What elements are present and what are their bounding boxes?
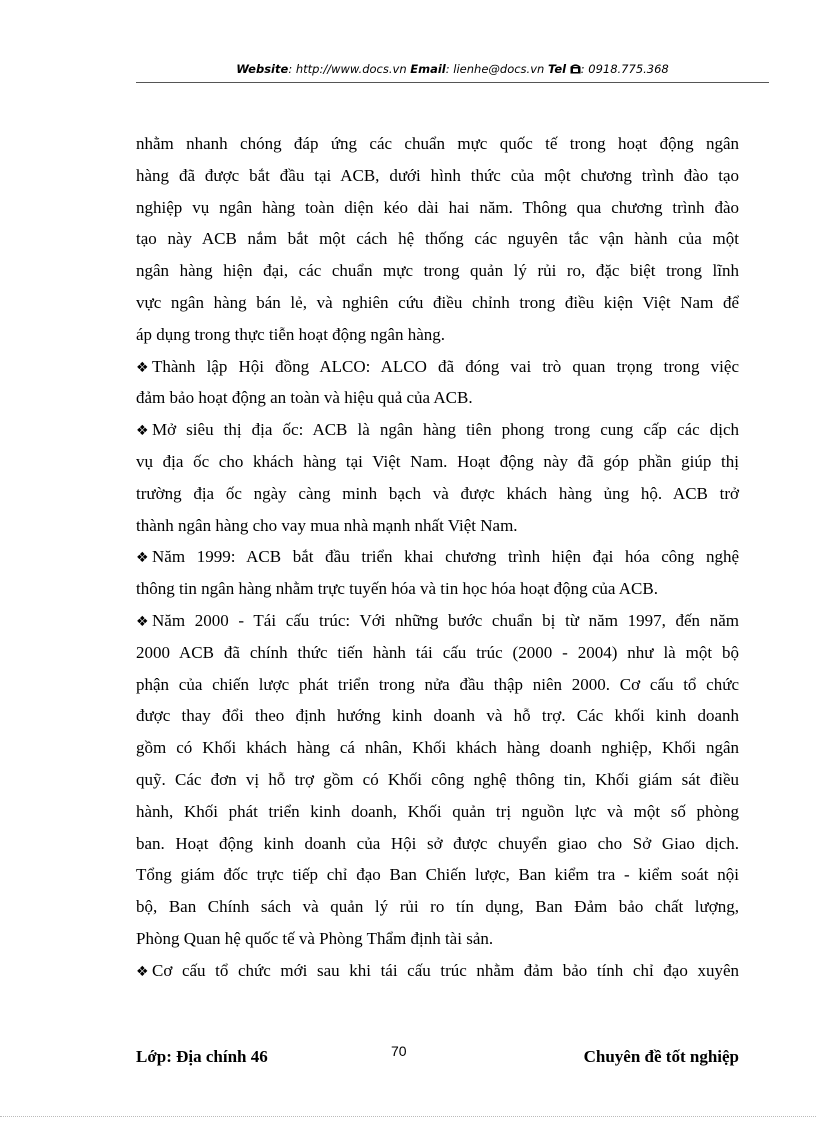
phone-icon	[570, 63, 581, 73]
line-text: Thành lập Hội đồng ALCO: ALCO đã đóng vai trò quan trọng trong việc	[152, 356, 739, 376]
bullet-diamond-icon: ❖	[136, 359, 149, 376]
bullet-diamond-icon: ❖	[136, 963, 149, 980]
text-line	[136, 382, 739, 414]
line-text: quỹ. Các đơn vị hỗ trợ gồm có Khối công nghệ thông tin, Khối giám sát điều	[136, 769, 739, 789]
line-text: Năm 1999: ACB bắt đầu triển khai chương trình hiện đại hóa công nghệ	[152, 547, 739, 567]
line-text: bộ, Ban Chính sách và quản lý rủi ro tín dụng, Ban Đảm bảo chất lượng,	[136, 897, 739, 917]
line-text: được thay đổi theo định hướng kinh doanh và hỗ trợ. Các khối kinh doanh	[136, 706, 739, 726]
line-text: đảm bảo hoạt động an toàn và hiệu quả của ACB.	[136, 388, 473, 408]
line-text: phận của chiến lược phát triển trong nửa đầu thập niên 2000. Cơ cấu tổ chức	[136, 674, 739, 694]
text-line	[136, 669, 739, 701]
tel-label: Tel	[547, 62, 567, 76]
text-line	[136, 478, 739, 510]
bullet-paragraph	[136, 414, 739, 541]
page-header	[136, 62, 769, 82]
line-text: hành, Khối phát triển kinh doanh, Khối quản trị nguồn lực và một số phòng	[136, 801, 739, 821]
text-line	[136, 223, 739, 255]
text-line	[136, 351, 739, 383]
line-text: hàng đã được bắt đầu tại ACB, dưới hình thức của một chương trình đào tạo	[136, 165, 739, 185]
body-text	[136, 128, 739, 987]
bullet-paragraph	[136, 955, 739, 987]
text-line	[136, 510, 739, 542]
bullet-diamond-icon: ❖	[136, 613, 149, 630]
line-text: áp dụng trong thực tiễn hoạt động ngân hàng.	[136, 324, 446, 344]
text-line	[136, 891, 739, 923]
text-line	[136, 446, 739, 478]
website-label: Website	[236, 62, 289, 76]
bullet-paragraph	[136, 351, 739, 415]
line-text: thành ngân hàng cho vay mua nhà mạnh nhất Việt Nam.	[136, 515, 518, 535]
line-text: vụ địa ốc cho khách hàng tại Việt Nam. Hoạt động này đã góp phần giúp thị	[136, 451, 739, 471]
email-label: Email	[410, 62, 446, 76]
text-line	[136, 700, 739, 732]
text-line	[136, 573, 739, 605]
text-line	[136, 605, 739, 637]
text-line	[136, 128, 739, 160]
line-text: gồm có Khối khách hàng cá nhân, Khối khách hàng doanh nghiệp, Khối ngân	[136, 738, 739, 758]
bullet-diamond-icon: ❖	[136, 550, 149, 567]
footer-class-label: Lớp: Địa chính 46	[136, 1047, 268, 1066]
text-line	[136, 255, 739, 287]
line-text: tạo này ACB nắm bắt một cách hệ thống các nguyên tắc vận hành của một	[136, 229, 739, 249]
line-text: Tổng giám đốc trực tiếp chỉ đạo Ban Chiến lược, Ban kiểm tra - kiểm soát nội	[136, 865, 739, 885]
page-number: 70	[391, 1043, 407, 1059]
line-text: vực ngân hàng bán lẻ, và nghiên cứu điều chỉnh trong điều kiện Việt Nam để	[136, 292, 739, 312]
page-bottom-border	[0, 1116, 816, 1117]
text-line	[136, 319, 739, 351]
text-line	[136, 859, 739, 891]
line-text: Phòng Quan hệ quốc tế và Phòng Thẩm định tài sản.	[136, 928, 494, 948]
text-line	[136, 637, 739, 669]
text-line	[136, 414, 739, 446]
text-line	[136, 955, 739, 987]
line-text: ban. Hoạt động kinh doanh của Hội sở được chuyển giao cho Sở Giao dịch.	[136, 833, 739, 853]
bullet-paragraph	[136, 541, 739, 605]
text-line	[136, 192, 739, 224]
line-text: nhằm nhanh chóng đáp ứng các chuẩn mực quốc tế trong hoạt động ngân	[136, 134, 739, 153]
header-divider	[136, 82, 769, 83]
text-line	[136, 764, 739, 796]
text-line	[136, 160, 739, 192]
text-line	[136, 541, 739, 573]
line-text: 2000 ACB đã chính thức tiến hành tái cấu trúc (2000 - 2004) như là một bộ	[136, 642, 739, 662]
line-text: Mở siêu thị địa ốc: ACB là ngân hàng tiên phong trong cung cấp các dịch	[152, 420, 739, 440]
bullet-diamond-icon: ❖	[136, 423, 149, 440]
website-value: : http://www.docs.vn	[288, 62, 407, 76]
page-footer	[136, 1043, 739, 1069]
bullet-paragraph	[136, 605, 739, 955]
line-text: trường địa ốc ngày càng minh bạch và được khách hàng ủng hộ. ACB trở	[136, 483, 739, 503]
footer-thesis-label: Chuyên đề tốt nghiệp	[583, 1047, 739, 1066]
line-text: ngân hàng hiện đại, các chuẩn mực trong quản lý rủi ro, đặc biệt trong lĩnh	[136, 261, 739, 281]
tel-value: : 0918.775.368	[580, 62, 669, 76]
text-line	[136, 732, 739, 764]
line-text: Cơ cấu tổ chức mới sau khi tái cấu trúc nhằm đảm bảo tính chỉ đạo xuyên	[152, 960, 739, 980]
text-line	[136, 828, 739, 860]
text-line	[136, 287, 739, 319]
text-line	[136, 796, 739, 828]
email-value: : lienhe@docs.vn	[445, 62, 545, 76]
line-text: nghiệp vụ ngân hàng toàn diện kéo dài hai năm. Thông qua chương trình đào	[136, 197, 739, 217]
line-text: Năm 2000 - Tái cấu trúc: Với những bước chuẩn bị từ năm 1997, đến năm	[152, 610, 739, 630]
paragraph	[136, 128, 739, 351]
text-line	[136, 923, 739, 955]
line-text: thông tin ngân hàng nhằm trực tuyến hóa và tin học hóa hoạt động của ACB.	[136, 579, 658, 599]
